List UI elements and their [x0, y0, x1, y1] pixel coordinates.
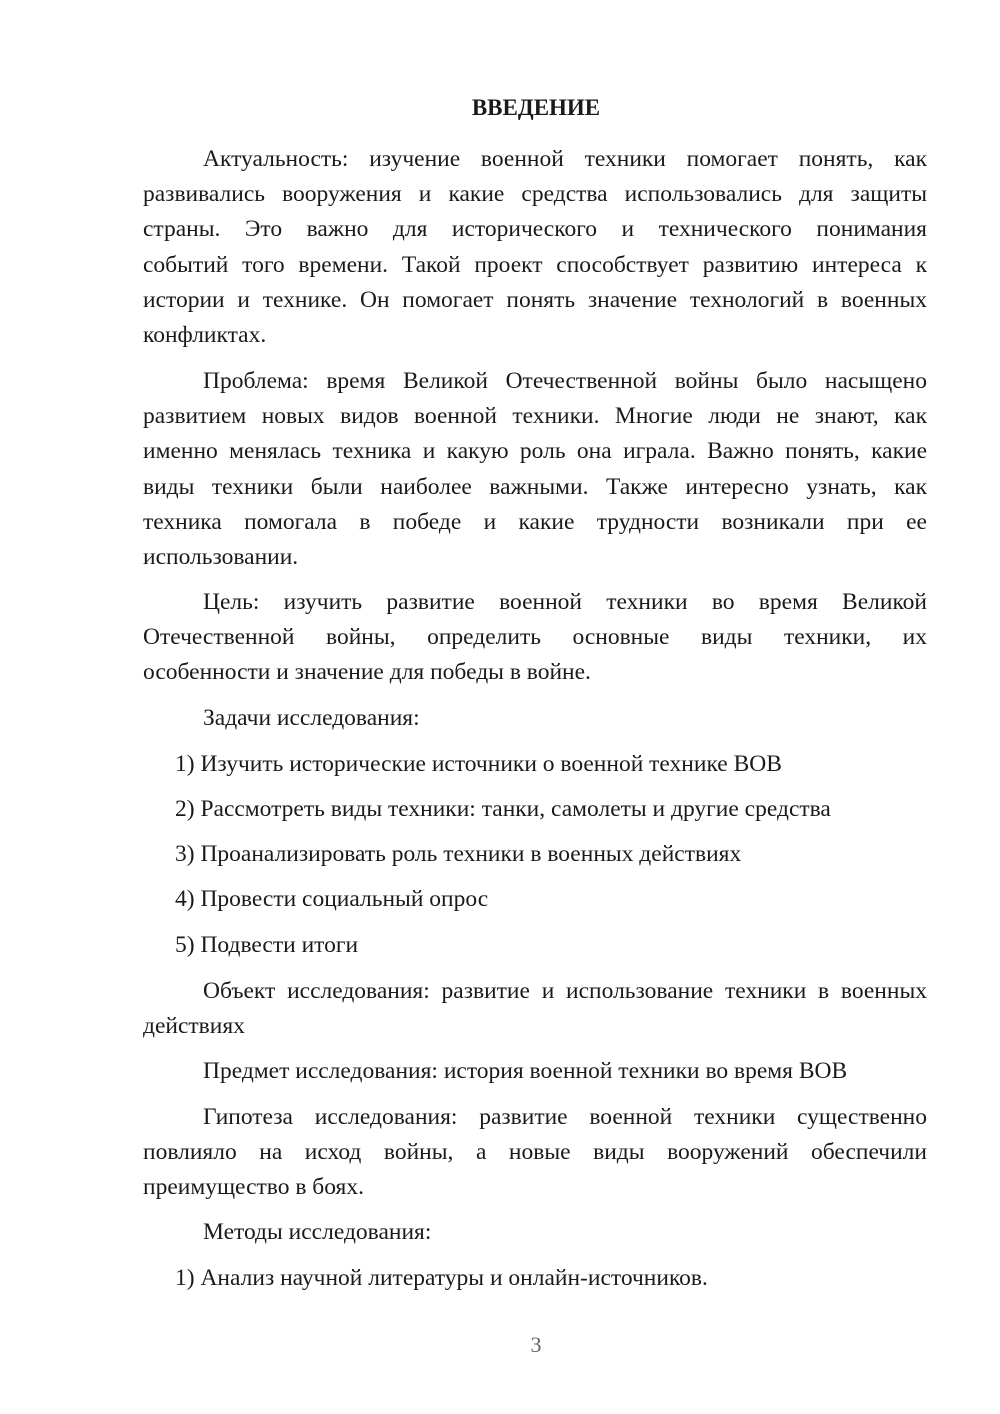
- text-line: Методы исследования:: [203, 1219, 432, 1245]
- text-line: конфликтах.: [143, 321, 267, 348]
- text-line: развивались вооружения и какие средства использовались для защиты: [143, 181, 927, 208]
- text-line: Объект исследования: развитие и использование техники в военных: [203, 978, 927, 1004]
- paragraph-object: [143, 974, 927, 1044]
- page-number: 3: [530, 1332, 542, 1357]
- methods-heading: [143, 1215, 927, 1250]
- text-line: Гипотеза исследования: развитие военной техники существенно: [203, 1104, 927, 1130]
- text-line: развитием новых видов военной техники. Многие люди не знают, как: [143, 403, 927, 430]
- task-item: 2) Рассмотреть виды техники: танки, самолеты и другие средства: [175, 796, 831, 822]
- paragraph-subject: [143, 1054, 927, 1089]
- task-item: 5) Подвести итоги: [175, 932, 359, 958]
- text-line: истории и технике. Он помогает понять значение технологий в военных: [143, 286, 927, 313]
- text-line: Предмет исследования: история военной техники во время ВОВ: [203, 1058, 848, 1084]
- text-line: Актуальность: изучение военной техники помогает понять, как: [203, 146, 927, 172]
- text-line: Проблема: время Великой Отечественной войны было насыщено: [203, 368, 927, 394]
- text-line: Цель: изучить развитие военной техники во время Великой: [203, 589, 927, 615]
- tasks-heading: [143, 701, 927, 736]
- text-line: страны. Это важно для исторического и технического понимания: [143, 216, 927, 243]
- section-title: ВВЕДЕНИЕ: [471, 95, 601, 120]
- task-item: 4) Провести социальный опрос: [175, 886, 489, 912]
- method-item: 1) Анализ научной литературы и онлайн-источников.: [175, 1265, 708, 1291]
- text-line: особенности и значение для победы в войне.: [143, 659, 591, 686]
- text-line: событий того времени. Такой проект способствует развитию интереса к: [143, 251, 927, 278]
- text-line: Задачи исследования:: [203, 705, 420, 731]
- text-line: виды техники были наиболее важными. Также интересно узнать, как: [143, 473, 927, 500]
- text-line: действиях: [143, 1013, 245, 1040]
- text-line: преимущество в боях.: [143, 1174, 364, 1201]
- text-line: Отечественной войны, определить основные виды техники, их: [143, 624, 927, 651]
- paragraph-hypothesis: [143, 1100, 927, 1206]
- paragraph-goal: [143, 585, 927, 691]
- text-line: именно менялась техника и какую роль она играла. Важно понять, какие: [143, 438, 927, 465]
- paragraph-problem: [143, 364, 927, 575]
- text-line: использовании.: [143, 543, 299, 570]
- task-item: 3) Проанализировать роль техники в военных действиях: [175, 841, 742, 867]
- paragraph-relevance: [143, 142, 927, 353]
- text-line: повлияло на исход войны, а новые виды вооружений обеспечили: [143, 1139, 927, 1166]
- text-line: техника помогала в победе и какие трудности возникали при ее: [143, 508, 927, 535]
- task-item: 1) Изучить исторические источники о военной технике ВОВ: [175, 751, 782, 777]
